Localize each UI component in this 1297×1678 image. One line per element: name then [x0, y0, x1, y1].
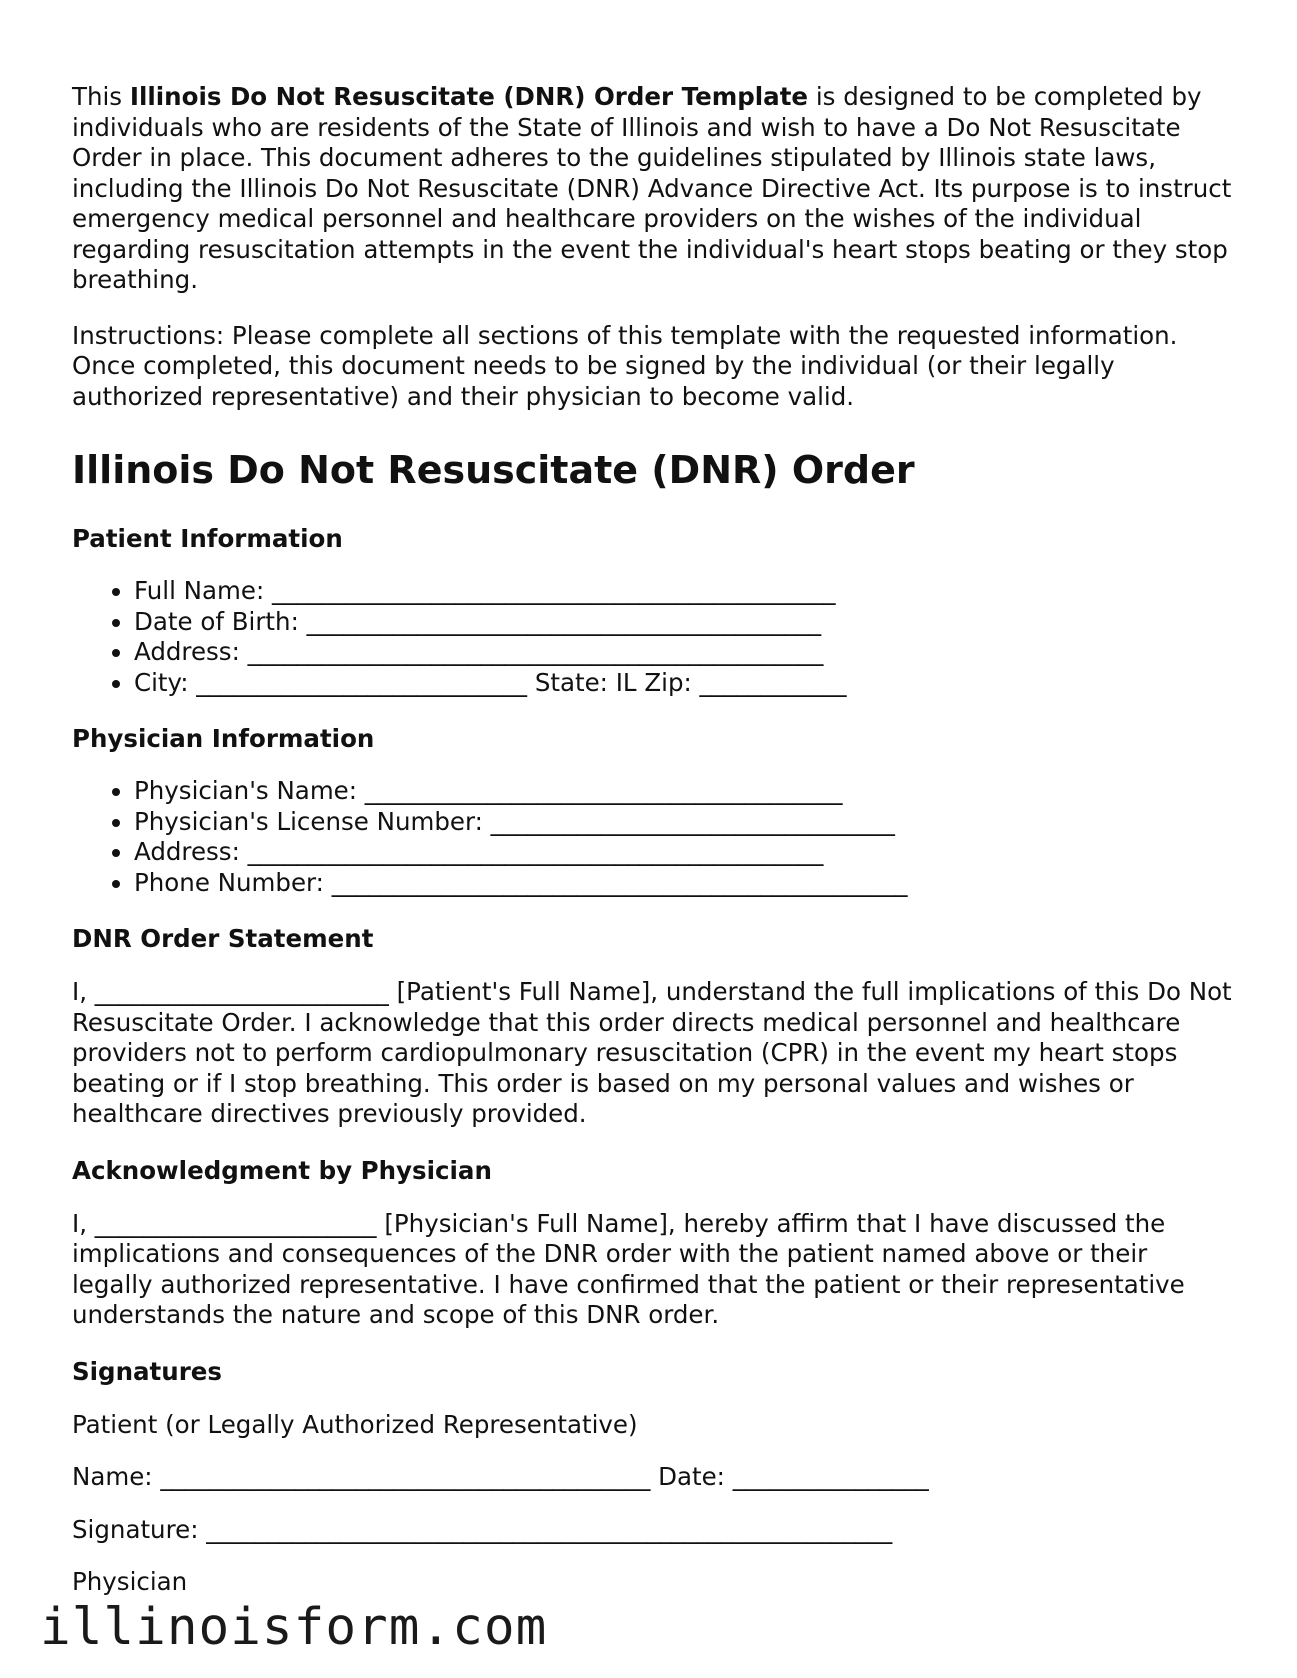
- instructions-paragraph: Instructions: Please complete all sections of this template with the requested information. Once completed, this document needs to be signed by the individual (or their legally authorized representative) and their physician to become valid.: [72, 320, 1178, 411]
- signatures-heading: Signatures: [72, 1356, 222, 1386]
- acknowledgment-heading: Acknowledgment by Physician: [72, 1155, 492, 1185]
- patient-dob-field[interactable]: • Date of Birth: __________________________________________: [134, 607, 1232, 638]
- physician-address-field[interactable]: • Address: _______________________________________________: [134, 837, 1232, 868]
- patient-city-state-zip-field[interactable]: • City: ___________________________ State: IL Zip: ____________: [134, 668, 1232, 699]
- dnr-statement-heading: DNR Order Statement: [72, 924, 374, 953]
- physician-info-list: [72, 776, 1232, 898]
- physician-signature-label: Physician: [72, 1567, 188, 1596]
- site-watermark: illinoisform.com: [40, 1598, 548, 1657]
- physician-license-field[interactable]: • Physician's License Number: _________________________________: [134, 807, 1232, 838]
- patient-address-field[interactable]: • Address: _______________________________________________: [134, 637, 1232, 668]
- patient-name-date-line[interactable]: Name: ________________________________________ Date: ________________: [72, 1462, 929, 1491]
- physician-name-field[interactable]: • Physician's Name: _______________________________________: [134, 776, 1232, 807]
- intro-paragraph: [72, 82, 1232, 296]
- patient-info-list: [72, 576, 1232, 698]
- dnr-statement-text: I, ________________________ [Patient's Full Name], understand the full implications of this Do Not Resuscitate Order. I acknowledge that this order directs medical personnel and healthcare providers not to perform cardiopulmonary resuscitation (CPR) in the event my heart stops beating or if I stop breathing. This order is based on my personal values and wishes or healthcare directives previously provided.: [72, 977, 1232, 1128]
- document-page: [72, 82, 1232, 1598]
- intro-text-rest: is designed to be completed by individuals who are residents of the State of Illinois and wish to have a Do Not Resuscitate Order in place. This document adheres to the guidelines stipulated by Illinois state laws, including the Illinois Do Not Resuscitate (DNR) Advance Directive Act. Its purpose is to instruct emergency medical personnel and healthcare providers on the wishes of the individual regarding resuscitation attempts in the event the individual's heart stops beating or they stop breathing.: [72, 82, 1232, 294]
- acknowledgment-text: I, _______________________ [Physician's Full Name], hereby affirm that I have discussed the implications and consequences of the DNR order with the patient named above or their legally authorized representative. I have confirmed that the patient or their representative understands the nature and scope of this DNR order.: [72, 1208, 1185, 1329]
- patient-full-name-field[interactable]: • Full Name: ______________________________________________: [134, 576, 1232, 607]
- intro-template-name: Illinois Do Not Resuscitate (DNR) Order Template: [129, 82, 809, 111]
- patient-signature-line[interactable]: Signature: ________________________________________________________: [72, 1514, 893, 1544]
- document-title: Illinois Do Not Resuscitate (DNR) Order: [72, 448, 915, 492]
- intro-text-start: This: [72, 82, 130, 111]
- physician-phone-field[interactable]: • Phone Number: _______________________________________________: [134, 868, 1232, 899]
- patient-signature-label: Patient (or Legally Authorized Representative): [72, 1409, 638, 1439]
- patient-info-heading: Patient Information: [72, 524, 343, 553]
- physician-info-heading: Physician Information: [72, 724, 375, 753]
